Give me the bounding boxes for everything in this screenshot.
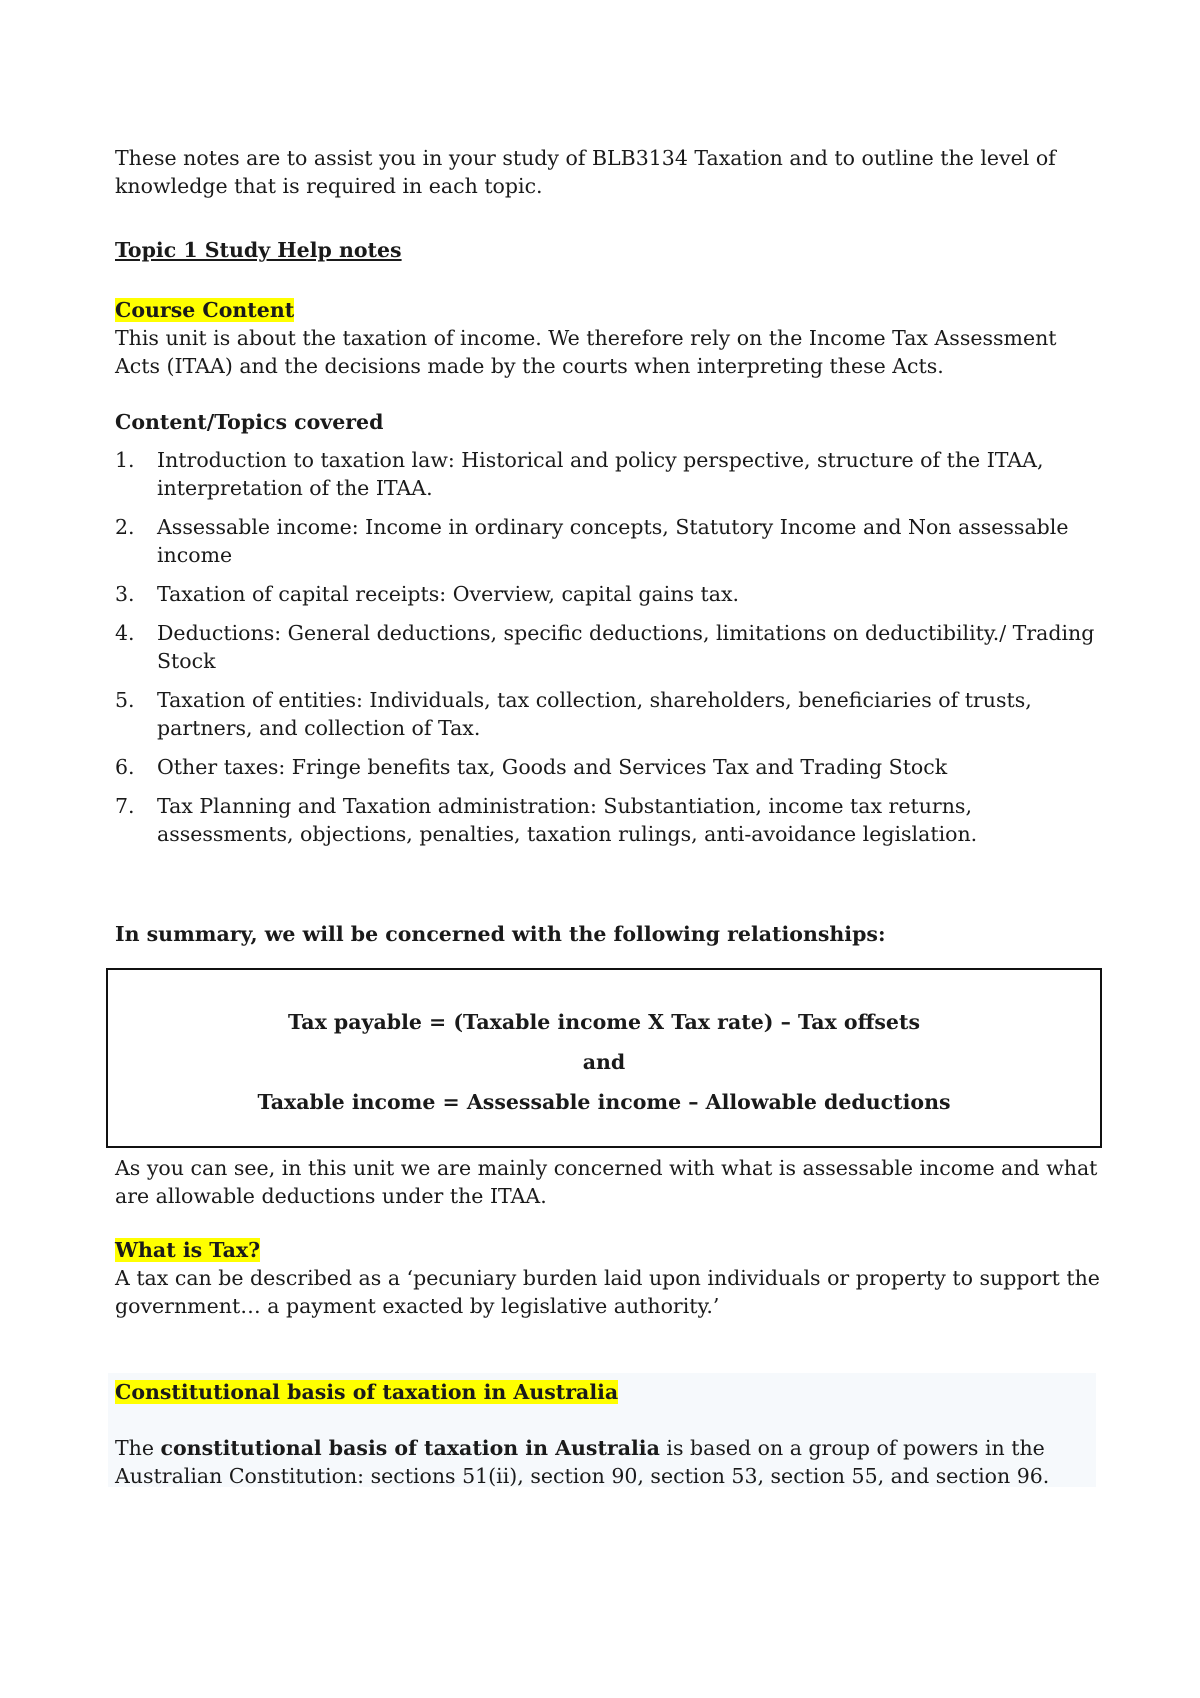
list-item-number: 2. [115,515,135,539]
list-item-number: 7. [115,794,135,818]
list-item [115,513,1105,569]
topics-covered-heading: Content/Topics covered [115,410,384,434]
summary-heading: In summary, we will be concerned with the following relationships: [115,922,886,946]
list-item [115,446,1105,502]
intro-paragraph: These notes are to assist you in your study of BLB3134 Taxation and to outline the level of knowledge that is required in each topic. [115,146,1056,198]
list-item-number: 5. [115,688,135,712]
list-item-number: 4. [115,621,135,645]
list-item [115,619,1105,675]
constitutional-rest: is based on a group of powers in the Australian Constitution: sections 51(ii), section 90, section 53, section 55, and section 96. [115,1436,1050,1488]
list-item-text: Other taxes: Fringe benefits tax, Goods and Services Tax and Trading Stock [157,755,948,779]
list-item-text: Taxation of entities: Individuals, tax collection, shareholders, beneficiaries of trusts, partners, and collection of Tax. [157,688,1032,740]
what-is-tax-body: A tax can be described as a ‘pecuniary burden laid upon individuals or property to support the government… a payment exacted by legislative authority.’ [115,1266,1100,1318]
constitutional-lead: The [115,1436,161,1460]
topics-list [115,446,1105,859]
course-content-heading: Course Content [115,298,295,322]
what-is-tax-section [115,1236,1105,1320]
summary-explanation: As you can see, in this unit we are mainly concerned with what is assessable income and what are allowable deductions under the ITAA. [115,1156,1098,1208]
list-item-text: Tax Planning and Taxation administration: Substantiation, income tax returns, assessments, objections, penalties, taxation rulings, anti-avoidance legislation. [157,794,978,846]
list-item-text: Deductions: General deductions, specific deductions, limitations on deductibility./ Trading Stock [157,621,1095,673]
constitutional-bold-phrase: constitutional basis of taxation in Australia [160,1436,660,1460]
list-item [115,753,1105,781]
tax-payable-formula: Tax payable = (Taxable income X Tax rate) – Tax offsets [288,1010,920,1034]
list-item [115,686,1105,742]
list-item-number: 1. [115,448,135,472]
constitutional-section [115,1378,1105,1406]
list-item-number: 3. [115,582,135,606]
course-content-body: This unit is about the taxation of income. We therefore rely on the Income Tax Assessment Acts (ITAA) and the decisions made by the courts when interpreting these Acts. [115,326,1057,378]
list-item-text: Assessable income: Income in ordinary concepts, Statutory Income and Non assessable income [157,515,1069,567]
list-item-text: Taxation of capital receipts: Overview, capital gains tax. [157,582,740,606]
list-item-number: 6. [115,755,135,779]
formula-connector: and [582,1050,626,1074]
constitutional-heading: Constitutional basis of taxation in Australia [115,1380,619,1404]
list-item-text: Introduction to taxation law: Historical and policy perspective, structure of the ITAA, interpretation of the ITAA. [157,448,1044,500]
list-item [115,792,1105,848]
course-content-section [115,296,1105,380]
taxable-income-formula: Taxable income = Assessable income – Allowable deductions [257,1090,951,1114]
constitutional-body [115,1434,1105,1490]
formula-box [106,968,1102,1148]
topic-title: Topic 1 Study Help notes [115,238,402,262]
what-is-tax-heading: What is Tax? [115,1238,261,1262]
list-item [115,580,1105,608]
